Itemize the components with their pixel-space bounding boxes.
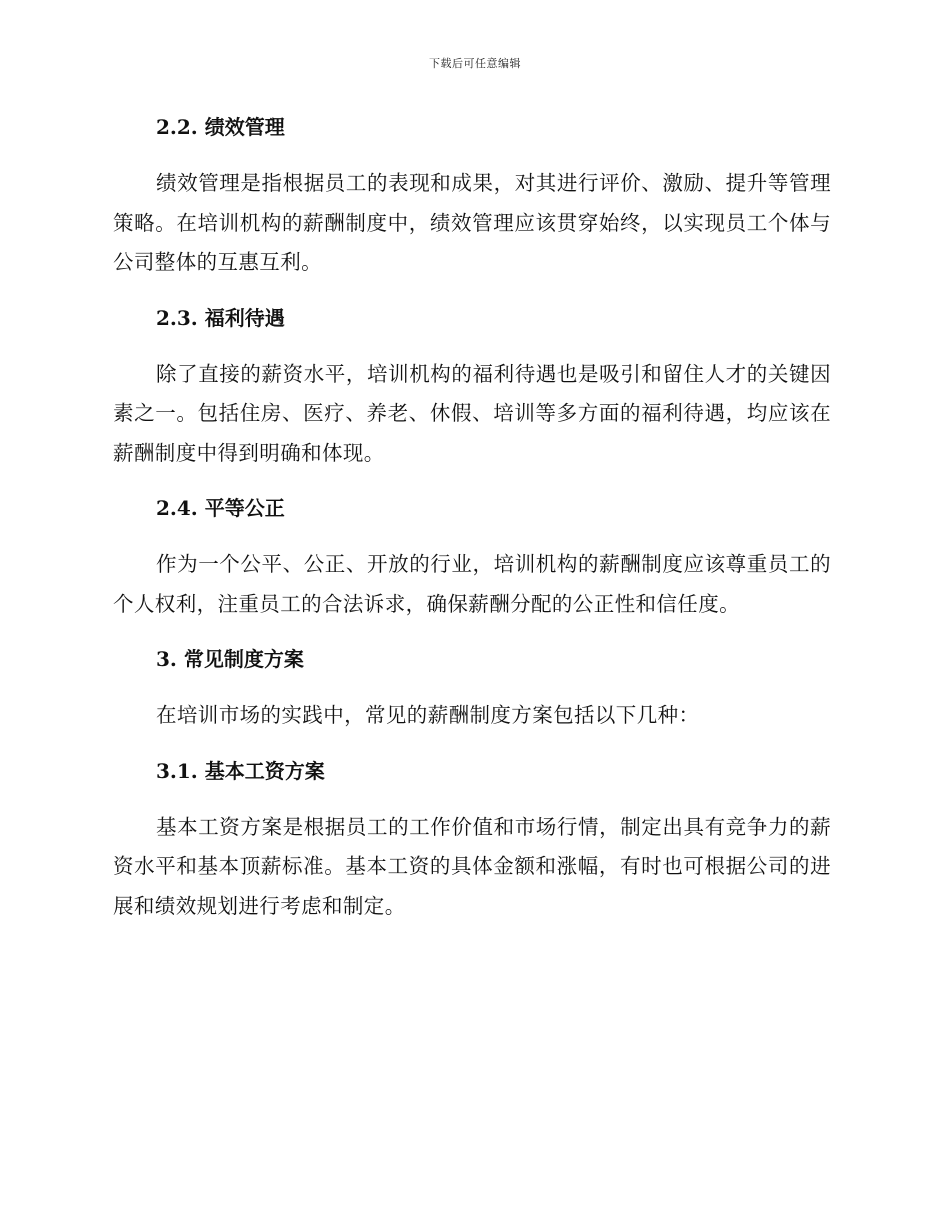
section-paragraph: 在培训市场的实践中，常见的薪酬制度方案包括以下几种：: [156, 703, 700, 727]
section-heading: 2.4. 平等公正: [156, 496, 285, 520]
section-heading: 3.1. 基本工资方案: [156, 758, 325, 783]
section-heading: 2.3. 福利待遇: [156, 305, 285, 330]
section-paragraph: 绩效管理是指根据员工的表现和成果，对其进行评价、激励、提升等管理策略。在培训机构的薪酬制度中，绩效管理应该贯穿始终，以实现员工个体与公司整体的互惠互利。: [113, 171, 831, 274]
page-header-note: 下载后可任意编辑: [429, 57, 521, 70]
section-paragraph: 基本工资方案是根据员工的工作价值和市场行情，制定出具有竞争力的薪资水平和基本顶薪标准。基本工资的具体金额和涨幅，有时也可根据公司的进展和绩效规划进行考虑和制定。: [113, 814, 831, 918]
section-paragraph: 作为一个公平、公正、开放的行业，培训机构的薪酬制度应该尊重员工的个人权利，注重员工的合法诉求，确保薪酬分配的公正性和信任度。: [113, 552, 831, 616]
section-paragraph: 除了直接的薪资水平，培训机构的福利待遇也是吸引和留住人才的关键因素之一。包括住房、医疗、养老、休假、培训等多方面的福利待遇，均应该在薪酬制度中得到明确和体现。: [113, 361, 831, 465]
section-heading: 2.2. 绩效管理: [156, 115, 285, 139]
document-body: [113, 108, 831, 942]
section-heading: 3. 常见制度方案: [156, 647, 304, 671]
